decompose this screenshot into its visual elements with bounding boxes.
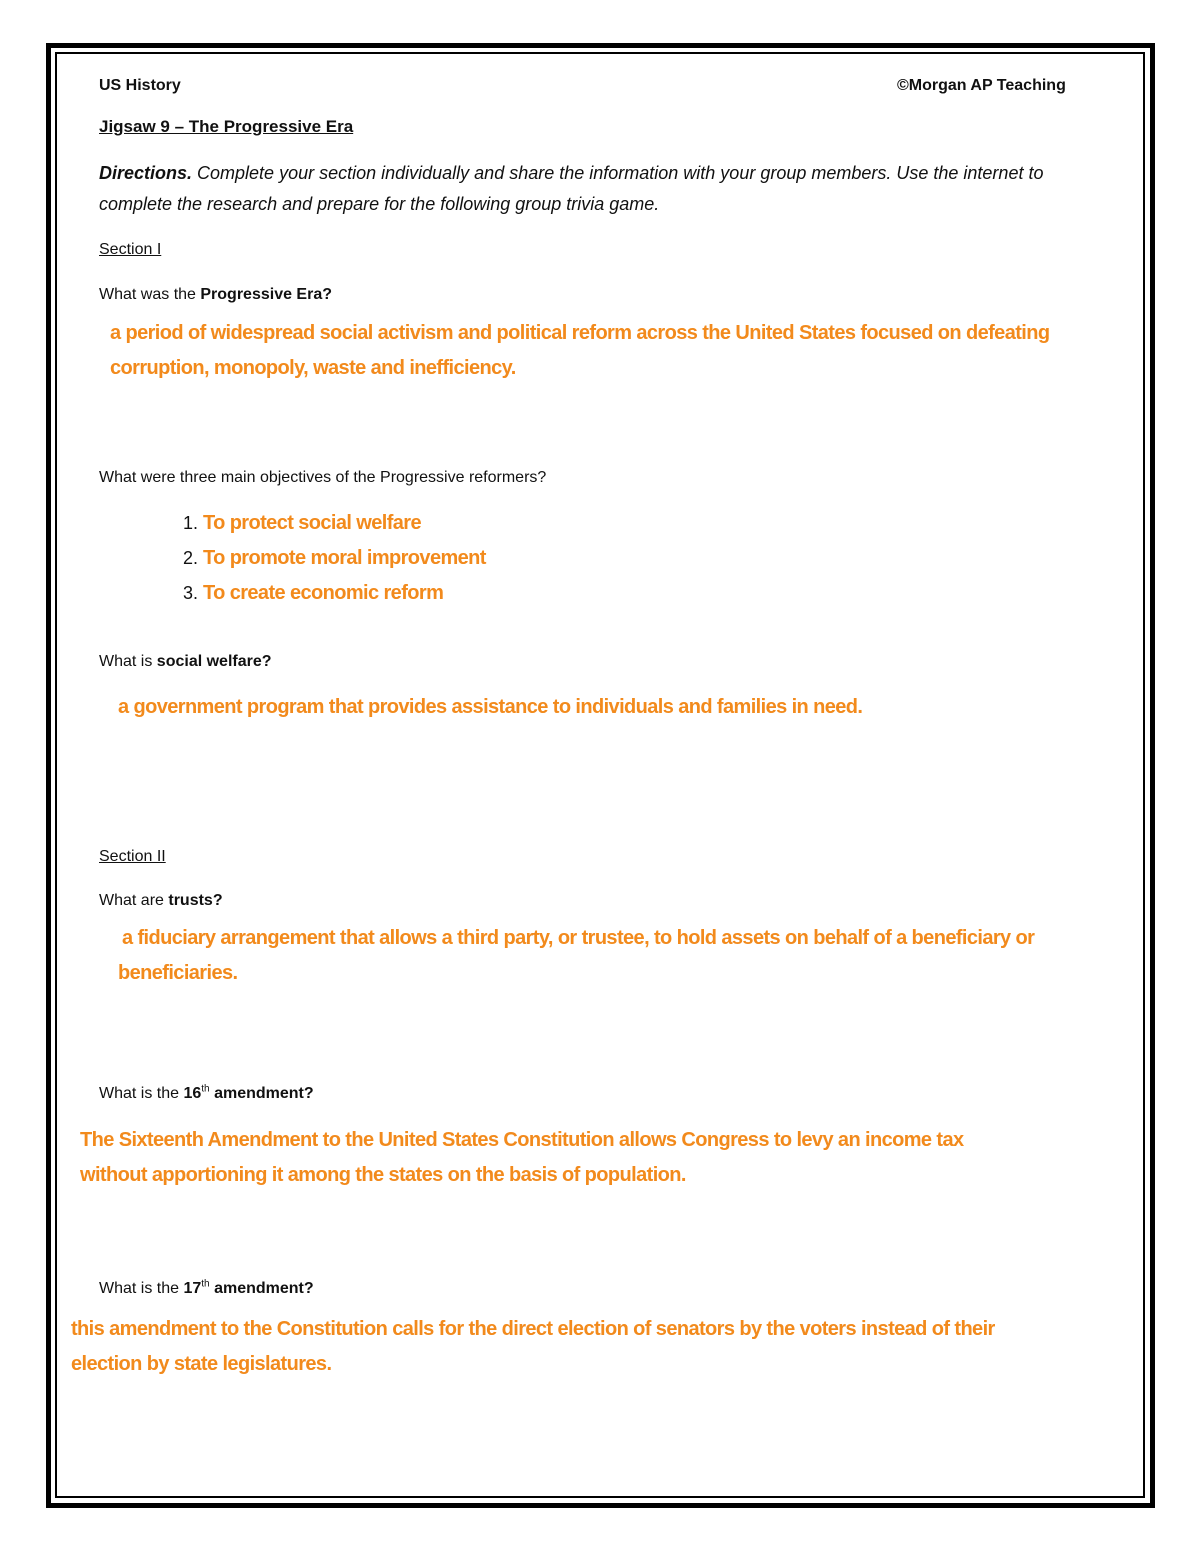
question-keyword: amendment?	[209, 1280, 314, 1297]
question-17th-amendment	[99, 1279, 314, 1299]
list-number: 2.	[183, 548, 199, 568]
directions-label: Directions.	[99, 163, 193, 183]
answer-trusts-line-1: a fiduciary arrangement that allows a third party, or trustee, to hold assets on behalf of a beneficiary or	[122, 927, 1035, 949]
ordinal-suffix: th	[201, 1278, 210, 1290]
objective-text: To promote moral improvement	[202, 547, 486, 569]
question-keyword: trusts?	[168, 892, 223, 909]
answer-16th-line-1: The Sixteenth Amendment to the United States Constitution allows Congress to levy an income tax	[80, 1129, 964, 1151]
question-keyword: Progressive Era?	[200, 286, 332, 303]
question-trusts	[99, 891, 223, 911]
objective-text: To create economic reform	[202, 582, 444, 604]
amendment-number: 16	[183, 1085, 202, 1102]
list-number: 1.	[183, 513, 199, 533]
copyright-label: ©Morgan AP Teaching	[897, 77, 1066, 94]
section-2-heading: Section II	[99, 848, 166, 865]
directions	[99, 158, 1109, 220]
question-objectives: What were three main objectives of the Progressive reformers?	[99, 469, 547, 486]
objective-item	[183, 506, 421, 541]
list-number: 3.	[183, 583, 199, 603]
answer-progressive-era-line-2: corruption, monopoly, waste and inefficiency.	[110, 357, 516, 379]
question-progressive-era	[99, 285, 332, 305]
question-social-welfare	[99, 652, 272, 672]
directions-text: Complete your section individually and share the information with your group members. Use the internet to complete the research and prepare for the following group trivia game.	[99, 163, 1044, 214]
section-1-heading: Section I	[99, 241, 162, 258]
answer-social-welfare: a government program that provides assistance to individuals and families in need.	[118, 696, 863, 718]
amendment-number: 17	[183, 1280, 202, 1297]
answer-17th-line-2: election by state legislatures.	[71, 1353, 332, 1375]
course-label: US History	[99, 77, 181, 94]
ordinal-suffix: th	[201, 1083, 210, 1095]
question-prefix: What is the	[99, 1085, 184, 1102]
question-keyword: amendment?	[209, 1085, 314, 1102]
question-prefix: What was the	[99, 286, 201, 303]
question-prefix: What is	[99, 653, 157, 670]
answer-trusts-line-2: beneficiaries.	[118, 962, 238, 984]
question-keyword: social welfare?	[156, 653, 272, 670]
objective-text: To protect social welfare	[202, 512, 422, 534]
page-title: Jigsaw 9 – The Progressive Era	[99, 117, 354, 136]
answer-17th-line-1: this amendment to the Constitution calls for the direct election of senators by the voters instead of their	[71, 1318, 995, 1340]
objective-item	[183, 541, 486, 576]
question-prefix: What are	[99, 892, 169, 909]
question-16th-amendment	[99, 1084, 314, 1104]
answer-16th-line-2: without apportioning it among the states on the basis of population.	[80, 1164, 686, 1186]
objective-item	[183, 576, 443, 611]
question-prefix: What is the	[99, 1280, 184, 1297]
answer-progressive-era-line-1: a period of widespread social activism and political reform across the United States focused on defeating	[110, 322, 1050, 344]
